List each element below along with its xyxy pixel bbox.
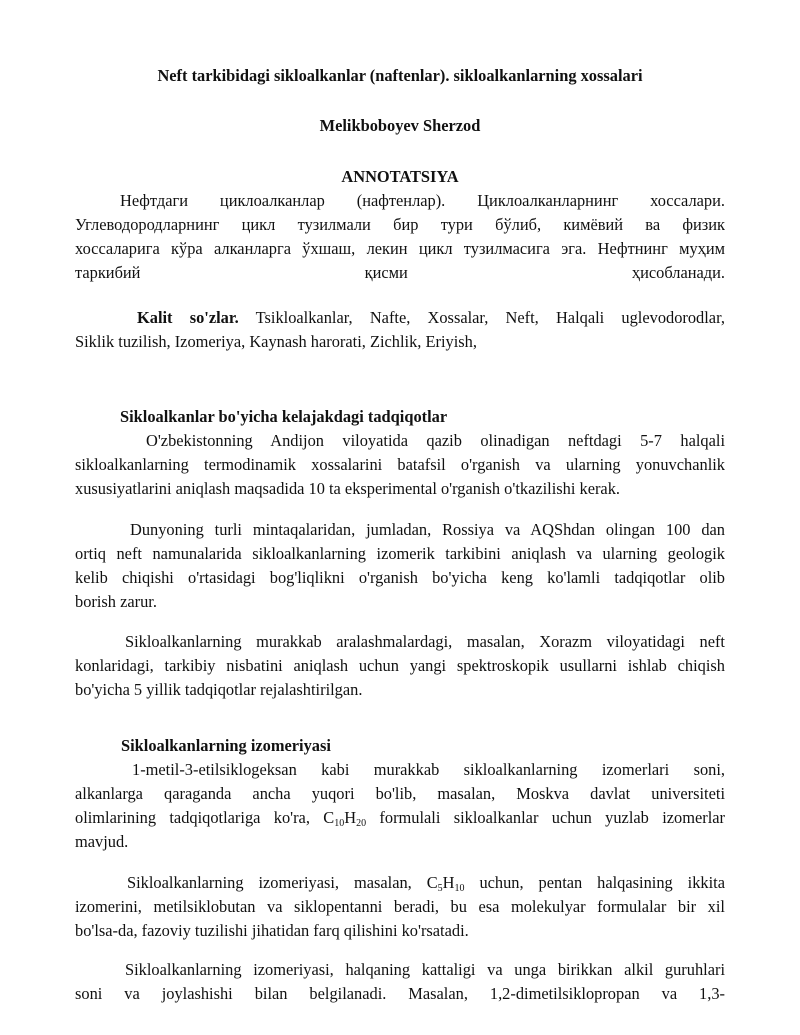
paragraph-line: mavjud.	[75, 832, 129, 851]
subscript: 5	[437, 883, 443, 894]
annotation-word: таркибий	[75, 263, 141, 282]
annotation-line: хоссаларига кўра алканларга ўхшаш, лекин цикл тузилмасига эга. Нефтнинг муҳим	[75, 239, 725, 258]
paragraph-line: bo'lsa-da, fazoviy tuzilishi jihatidan farq qilishini ko'rsatadi.	[75, 921, 469, 940]
paragraph-line: alkanlarga qaraganda ancha yuqori bo'lib, masalan, Moskva davlat universiteti	[75, 784, 725, 803]
annotation-heading: ANNOTATSIYA	[341, 167, 459, 186]
annotation-word: ҳисобланади.	[631, 263, 725, 282]
text-segment: formulali sikloalkanlar uchun yuzlab izomerlar	[366, 808, 725, 827]
text-segment: H	[344, 808, 357, 827]
annotation-word: қисми	[364, 263, 408, 282]
paragraph-line: Sikloalkanlarning izomeriyasi, halqaning kattaligi va unga birikkan alkil guruhlari	[125, 960, 725, 979]
paragraph-line-formula	[75, 806, 725, 830]
paragraph-line: kelib chiqishi o'rtasidagi bog'liqlikni o'rganish bo'yicha keng ko'lamli tadqiqotlar olib	[75, 568, 725, 587]
keywords-line	[75, 306, 725, 330]
paragraph-line: ortiq neft namunalarida sikloalkanlarning izomerik tarkibini aniqlash va ularning geologik	[75, 544, 725, 563]
annotation-last-line	[75, 261, 725, 285]
text-segment: olimlarining tadqiqotlariga ko'ra, C	[75, 808, 335, 827]
subscript: 10	[334, 818, 345, 829]
keywords-line: Siklik tuzilish, Izomeriya, Kaynash harorati, Zichlik, Eriyish,	[75, 332, 477, 351]
keywords-text: Tsikloalkanlar, Nafte, Xossalar, Neft, Halqali uglevodorodlar,	[255, 308, 725, 327]
subscript: 10	[454, 883, 465, 894]
subscript: 20	[356, 818, 367, 829]
paragraph-line: konlaridagi, tarkibiy nisbatini aniqlash uchun yangi spektroskopik usullarni ishlab chiqish	[75, 656, 725, 675]
document-title: Neft tarkibidagi sikloalkanlar (naftenlar). sikloalkanlarning xossalari	[157, 66, 643, 85]
text-segment: uchun, pentan halqasining ikkita	[464, 873, 725, 892]
section-heading: Sikloalkanlar bo'yicha kelajakdagi tadqiqotlar	[120, 407, 448, 426]
section-heading: Sikloalkanlarning izomeriyasi	[121, 736, 331, 755]
keywords-label: Kalit so'zlar.	[137, 308, 239, 327]
paragraph-line: 1-metil-3-etilsiklogeksan kabi murakkab sikloalkanlarning izomerlari soni,	[132, 760, 725, 779]
paragraph-line: izomerini, metilsiklobutan va siklopentanni beradi, bu esa molekulyar formulalar bir xil	[75, 897, 725, 916]
text-segment: Sikloalkanlarning izomeriyasi, masalan, C	[127, 873, 438, 892]
text-segment: H	[442, 873, 455, 892]
paragraph-line: O'zbekistonning Andijon viloyatida qazib olinadigan neftdagi 5-7 halqali	[146, 431, 725, 450]
paragraph-line: bo'yicha 5 yillik tadqiqotlar rejalashtirilgan.	[75, 680, 363, 699]
paragraph-line-formula	[75, 871, 725, 895]
paragraph-line: soni va joylashishi bilan belgilanadi. Masalan, 1,2-dimetilsiklopropan va 1,3-	[75, 984, 725, 1003]
annotation-line: Углеводородларнинг цикл тузилмали бир тури бўлиб, кимёвий ва физик	[75, 215, 725, 234]
paragraph-line: Sikloalkanlarning murakkab aralashmalardagi, masalan, Xorazm viloyatidagi neft	[125, 632, 725, 651]
author-name: Melikboboyev Sherzod	[319, 116, 481, 135]
annotation-line: Нефтдаги циклоалканлар (нафтенлар). Циклоалканларнинг хоссалари.	[120, 191, 725, 210]
paragraph-line: Dunyoning turli mintaqalaridan, jumladan, Rossiya va AQShdan olingan 100 dan	[130, 520, 725, 539]
paragraph-line: borish zarur.	[75, 592, 157, 611]
paragraph-line: xususiyatlarini aniqlash maqsadida 10 ta eksperimental o'rganish o'tkazilishi kerak.	[75, 479, 620, 498]
paragraph-line: sikloalkanlarning termodinamik xossalarini batafsil o'rganish va ularning yonuvchanlik	[75, 455, 725, 474]
